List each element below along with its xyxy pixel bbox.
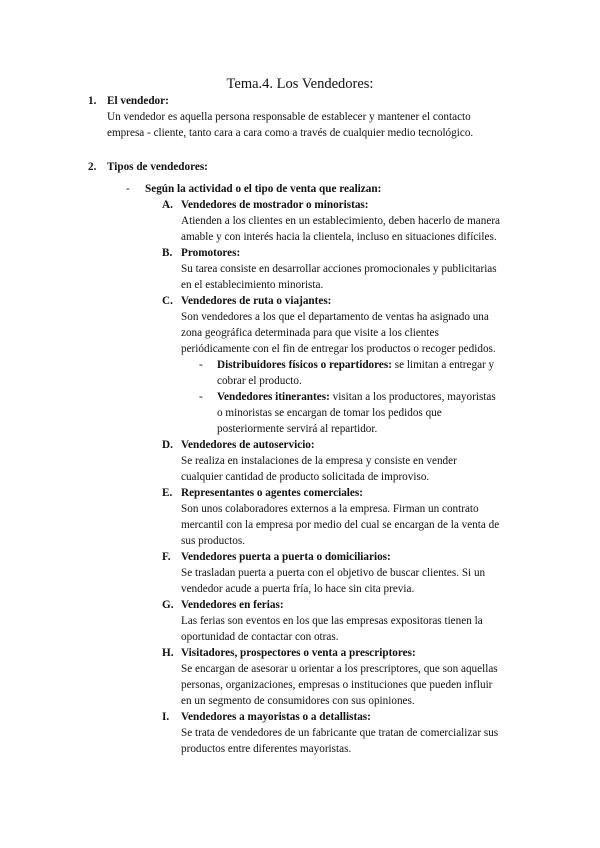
- item-d-letter: D.: [162, 439, 173, 451]
- page-title: Tema.4. Los Vendedores:: [226, 76, 374, 92]
- item-a-letter: A.: [162, 199, 173, 211]
- item-a-line: Atienden a los clientes en un establecimiento, deben hacerlo de manera: [181, 215, 501, 227]
- section-1-heading: El vendedor:: [107, 95, 169, 107]
- item-b-letter: B.: [162, 247, 173, 259]
- sub-bullet-heading: Distribuidores físicos o repartidores:: [217, 359, 392, 371]
- item-h-line: personas, organizaciones, empresas o instituciones que pueden influir: [181, 679, 493, 691]
- sub-bullet-text: visitan a los productores, mayoristas: [329, 391, 496, 403]
- bullet-heading: Según la actividad o el tipo de venta que realizan:: [145, 183, 382, 195]
- item-c-line: periódicamente con el fin de entregar los productos o recoger pedidos.: [181, 343, 496, 355]
- item-e-line: sus productos.: [181, 535, 246, 547]
- item-e-line: Son unos colaboradores externos a la empresa. Firman un contrato: [181, 503, 479, 515]
- item-c-line: Son vendedores a los que el departamento de ventas ha asignado una: [181, 311, 489, 323]
- item-h-line: Se encargan de asesorar u orientar a los prescriptores, que son aquellas: [181, 663, 498, 675]
- bullet-dash: -: [126, 183, 130, 195]
- item-e-line: mercantil con la empresa por medio del cual se encargan de la venta de: [181, 519, 500, 531]
- item-i-letter: I.: [162, 711, 170, 723]
- sub-bullet-cont: o minoristas se encargan de tomar los pedidos que: [217, 407, 442, 419]
- sub-bullet-heading: Vendedores itinerantes:: [217, 391, 330, 403]
- item-c-line: zona geográfica determinada para que visite a los clientes: [181, 327, 439, 339]
- section-2-number: 2.: [88, 161, 97, 173]
- item-f-letter: F.: [162, 551, 171, 563]
- item-h-heading: Visitadores, prospectores o venta a prescriptores:: [181, 647, 416, 659]
- item-f-line: Se trasladan puerta a puerta con el objetivo de buscar clientes. Si un: [181, 567, 486, 579]
- sub-bullet-dash: -: [199, 391, 203, 403]
- item-g-letter: G.: [162, 599, 174, 611]
- sub-bullet-distribuidores: [217, 357, 494, 373]
- item-i-line: Se trata de vendedores de un fabricante que tratan de comercializar sus: [181, 727, 499, 739]
- item-c-heading: Vendedores de ruta o viajantes:: [181, 295, 332, 307]
- sub-bullet-cont: cobrar el producto.: [217, 375, 302, 387]
- item-d-line: Se realiza en instalaciones de la empresa y consiste en vender: [181, 455, 457, 467]
- sub-bullet-cont: posteriormente servirá al repartidor.: [217, 423, 378, 435]
- item-d-heading: Vendedores de autoservicio:: [181, 439, 315, 451]
- item-d-line: cualquier cantidad de producto solicitada de improviso.: [181, 471, 430, 483]
- section-1-line: Un vendedor es aquella persona responsable de establecer y mantener el contacto: [107, 111, 471, 123]
- item-e-heading: Representantes o agentes comerciales:: [181, 487, 363, 499]
- item-f-line: vendedor acude a puerta fría, lo hace sin cita previa.: [181, 583, 415, 595]
- item-i-heading: Vendedores a mayoristas o a detallistas:: [181, 711, 371, 723]
- section-1-number: 1.: [88, 95, 97, 107]
- sub-bullet-text: se limitan a entregar y: [391, 359, 495, 371]
- item-g-heading: Vendedores en ferias:: [181, 599, 284, 611]
- item-f-heading: Vendedores puerta a puerta o domiciliarios:: [181, 551, 391, 563]
- sub-bullet-dash: -: [199, 359, 203, 371]
- sub-bullet-itinerantes: [217, 389, 496, 405]
- item-b-line: en el establecimiento minorista.: [181, 279, 324, 291]
- item-h-line: en un segmento de consumidores con sus opiniones.: [181, 695, 415, 707]
- item-h-letter: H.: [162, 647, 174, 659]
- section-1-line: empresa - cliente, tanto cara a cara como a través de cualquier medio tecnológico.: [107, 127, 474, 139]
- item-b-line: Su tarea consiste en desarrollar acciones promocionales y publicitarias: [181, 263, 497, 275]
- item-e-letter: E.: [162, 487, 173, 499]
- item-a-heading: Vendedores de mostrador o minoristas:: [181, 199, 369, 211]
- item-i-line: productos entre diferentes mayoristas.: [181, 743, 352, 755]
- section-2-heading: Tipos de vendedores:: [107, 161, 208, 173]
- item-b-heading: Promotores:: [181, 247, 241, 259]
- item-a-line: amable y con interés hacia la clientela, incluso en situaciones difíciles.: [181, 231, 497, 243]
- item-g-line: oportunidad de contactar con otras.: [181, 631, 339, 643]
- item-c-letter: C.: [162, 295, 173, 307]
- item-g-line: Las ferias son eventos en los que las empresas expositoras tienen la: [181, 615, 483, 627]
